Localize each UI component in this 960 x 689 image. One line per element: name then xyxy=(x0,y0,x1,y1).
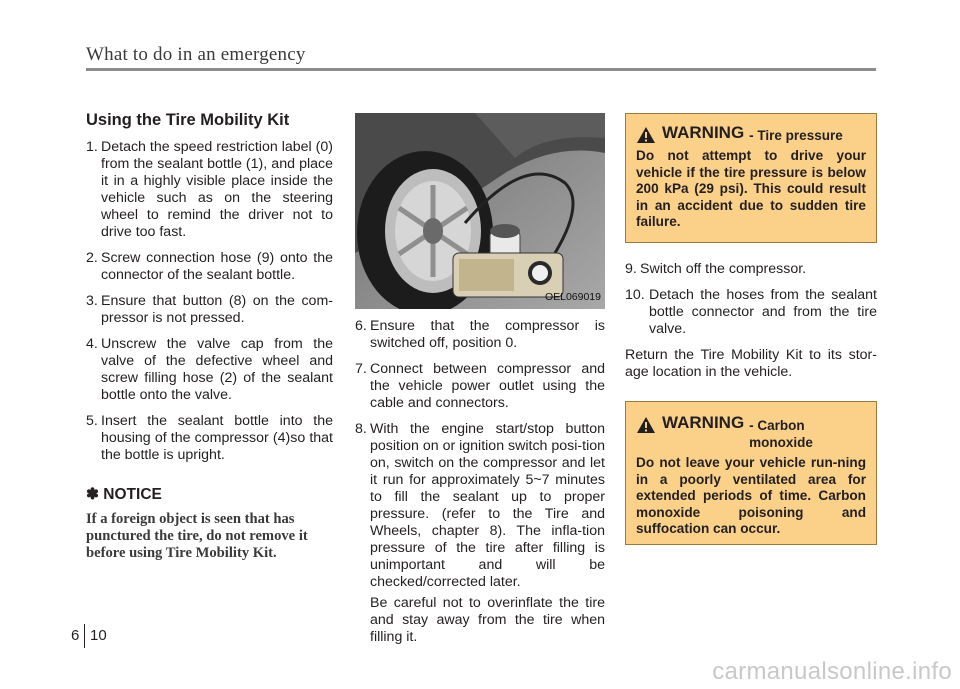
warning-box-tire-pressure xyxy=(625,113,877,243)
steps-list-1 xyxy=(86,139,333,464)
warning-triangle-icon xyxy=(636,416,656,434)
step-item: 1. Detach the speed restriction label (0) from the sealant bottle (1), and place it in a highly visible place inside the vehicle such as on the steering wheel to remind the driver not to drive too fast. xyxy=(86,139,333,240)
chapter-number: 6 xyxy=(71,627,80,644)
section-title: Using the Tire Mobility Kit xyxy=(86,111,290,129)
photo-code: OEL069019 xyxy=(544,291,601,303)
page-number-divider xyxy=(84,624,85,648)
tire-kit-illustration xyxy=(355,113,605,309)
step8-caution: Be careful not to overinflate the tire and stay away from the tire when filling it. xyxy=(370,595,605,645)
step-item: 6. Ensure that the compressor is switched off, position 0. xyxy=(355,318,605,351)
notice-title: ✽ NOTICE xyxy=(86,486,162,503)
steps-list-3 xyxy=(625,261,877,338)
warning-header xyxy=(636,414,866,451)
tire-kit-photo xyxy=(355,113,605,309)
warning-subtitle: - Tire pressure xyxy=(749,128,843,143)
warning-word: WARNING xyxy=(662,123,745,142)
step-item: 7. Connect between compressor and the vehicle power outlet using the cable and connectors. xyxy=(355,361,605,411)
warning-subtitle: - Carbon monoxide xyxy=(749,418,813,450)
step-item: 5. Insert the sealant bottle into the housing of the compressor (4)so that the bottle is upright. xyxy=(86,413,333,463)
step-item: 2. Screw connection hose (9) onto the connector of the sealant bottle. xyxy=(86,250,333,283)
warning-header xyxy=(636,124,866,144)
step-item: 9. Switch off the compressor. xyxy=(625,261,807,277)
warning-triangle-icon xyxy=(636,126,656,144)
column-right xyxy=(625,113,877,545)
warning-box-carbon-monoxide xyxy=(625,401,877,545)
column-left xyxy=(86,112,333,562)
warning-word: WARNING xyxy=(662,413,745,432)
page-header-title: What to do in an emergency xyxy=(86,44,306,65)
steps-list-2 xyxy=(355,318,605,591)
notice-body: If a foreign object is seen that has punctured the tire, do not remove it before using Tire Mobility Kit. xyxy=(86,511,308,561)
return-instruction: Return the Tire Mobility Kit to its stor-age location in the vehicle. xyxy=(625,347,877,380)
step-item: 3. Ensure that button (8) on the com-pressor is not pressed. xyxy=(86,293,333,326)
watermark: carmanualsonline.info xyxy=(712,658,952,685)
warning-body: Do not attempt to drive your vehicle if the tire pressure is below 200 kPa (29 psi). This could result in an accident due to sudden tire failure. xyxy=(636,148,866,229)
step-item: 8. With the engine start/stop button position on or ignition switch posi-tion on, switch on the compressor and let it run for approximately 5~7 minutes to fill the sealant up to proper pressure. (refer to the Tire and Wheels, chapter 8). The infla-tion pressure of the tire after filling is unimportant and will be checked/corrected later. xyxy=(355,421,606,590)
header-rule xyxy=(86,68,876,71)
step-item: 4. Unscrew the valve cap from the valve of the defective wheel and screw filling hose (2) of the sealant bottle onto the valve. xyxy=(86,336,333,403)
page-number: 10 xyxy=(90,627,107,644)
warning-body: Do not leave your vehicle run-ning in a poorly ventilated area for extended periods of time. Carbon monoxide poisoning and suffocation can occur. xyxy=(636,455,866,536)
column-middle xyxy=(355,113,605,646)
step-item: 10. Detach the hoses from the sealant bottle connector and from the tire valve. xyxy=(625,287,877,337)
